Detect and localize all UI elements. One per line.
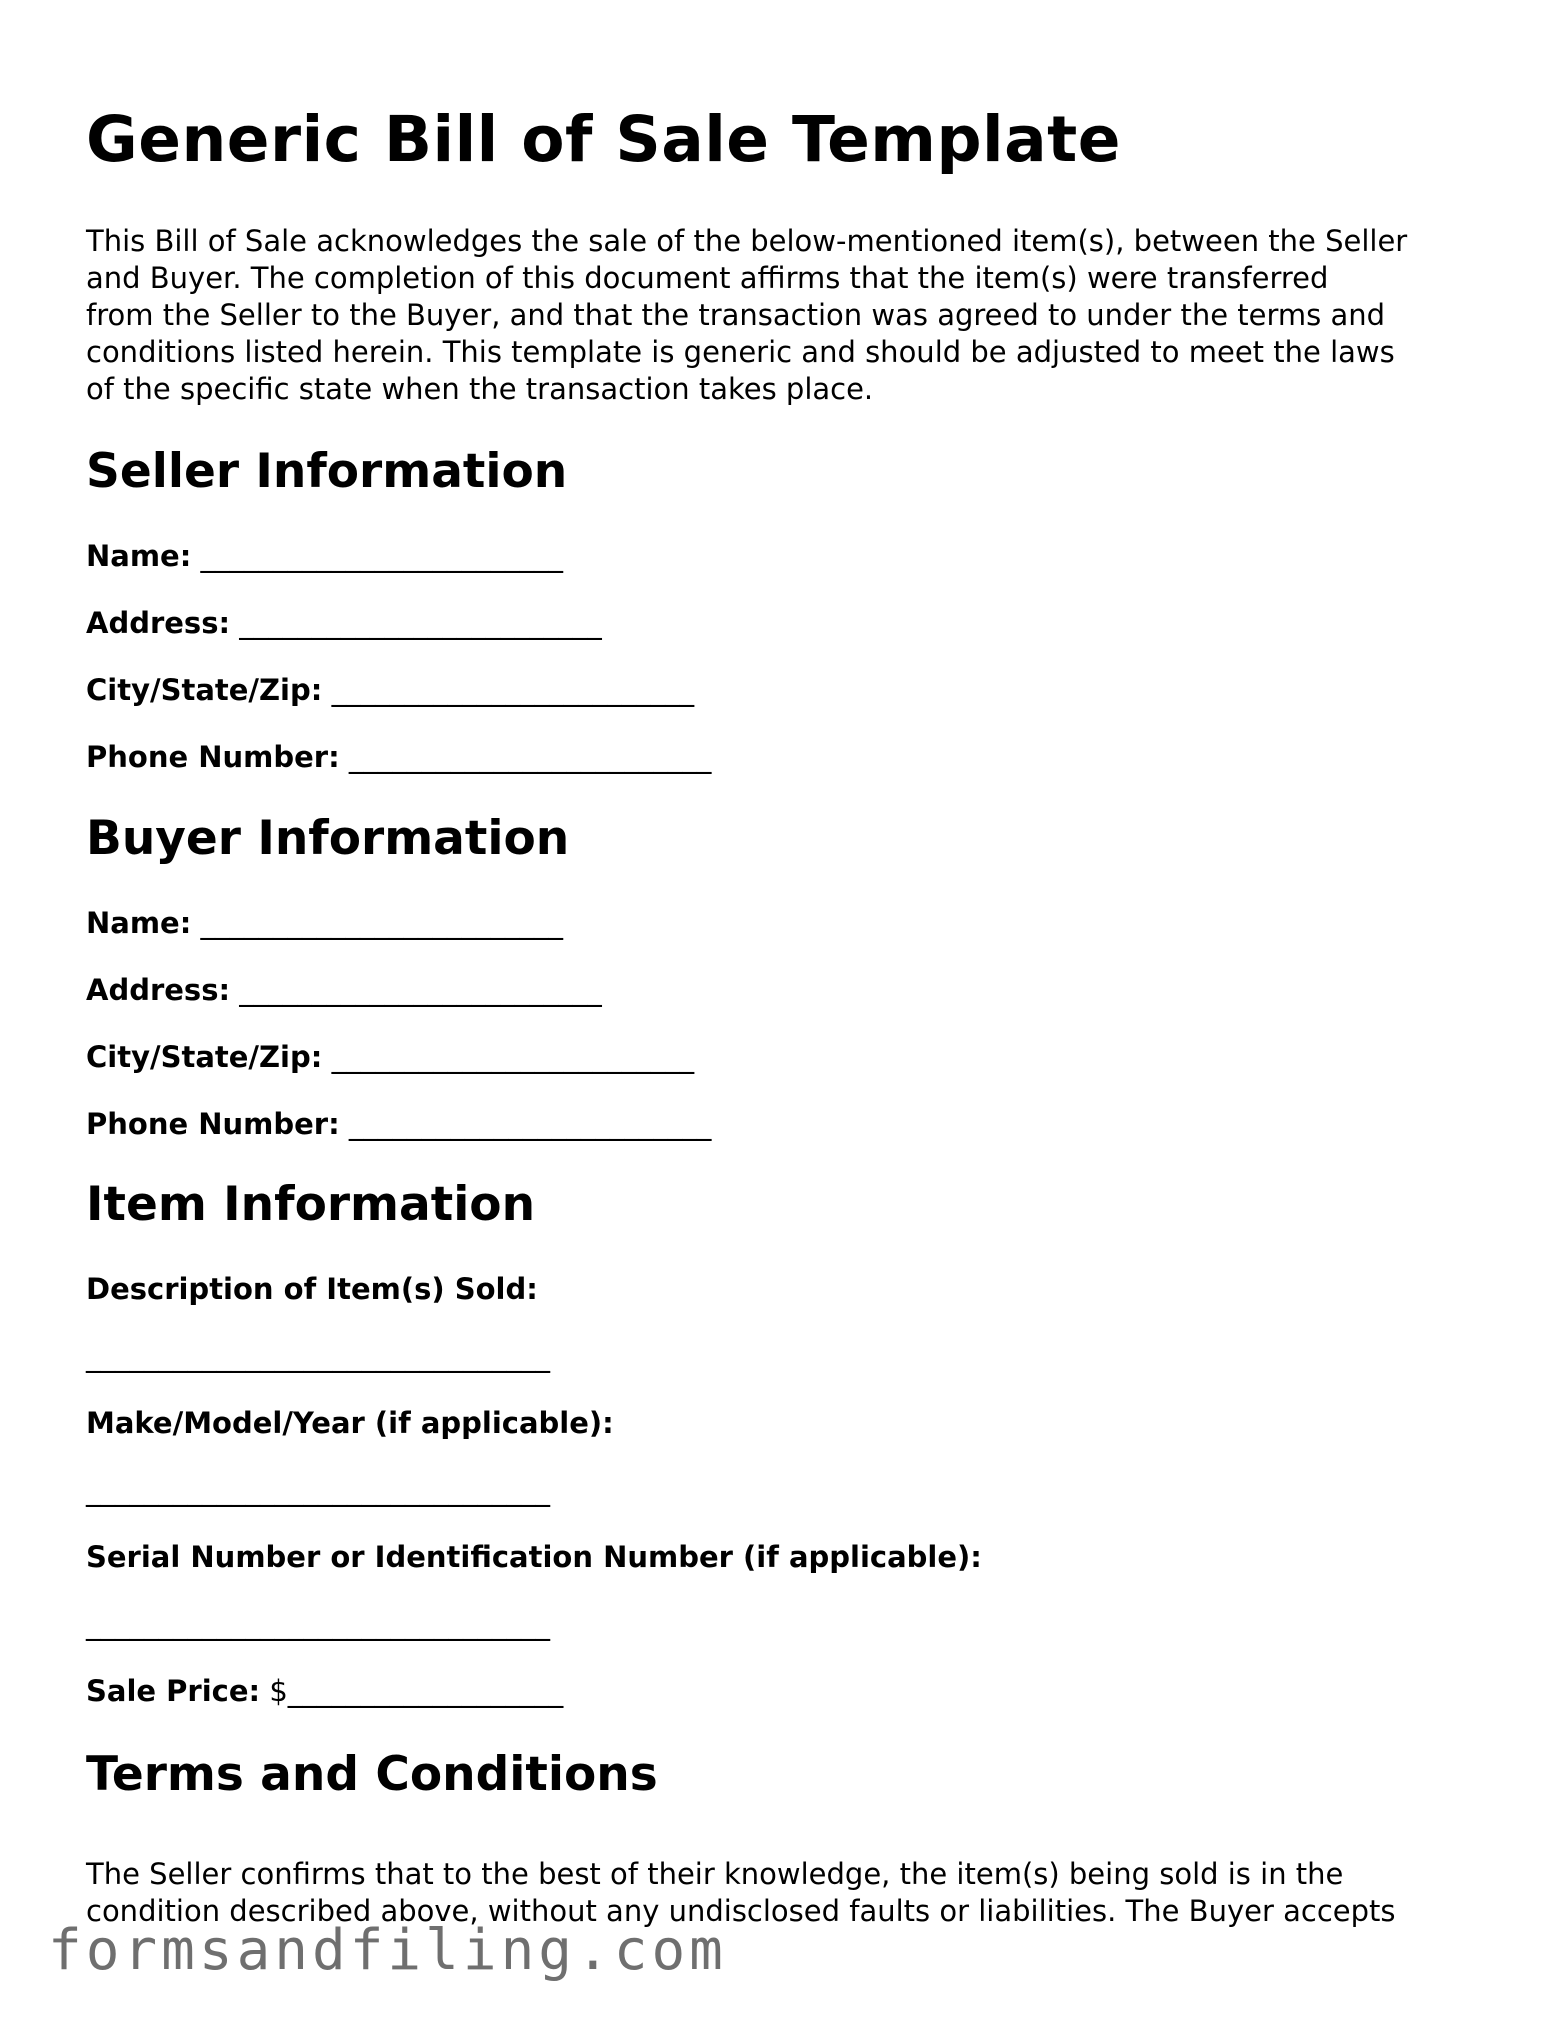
- intro-line: of the specific state when the transaction takes place.: [86, 372, 874, 406]
- buyer-phone-field: [86, 1107, 712, 1141]
- item-description-blank[interactable]: ________________________________: [86, 1339, 550, 1373]
- seller-phone-label: Phone Number:: [86, 740, 340, 774]
- buyer-address-label: Address:: [86, 973, 231, 1007]
- terms-line: The Seller confirms that to the best of their knowledge, the item(s) being sold is in the: [86, 1857, 1344, 1891]
- buyer-name-label: Name:: [86, 906, 192, 940]
- seller-address-label: Address:: [86, 606, 231, 640]
- buyer-phone-blank[interactable]: _________________________: [348, 1107, 712, 1141]
- terms-heading: Terms and Conditions: [86, 1747, 658, 1802]
- seller-city-blank[interactable]: _________________________: [331, 673, 695, 707]
- intro-line: This Bill of Sale acknowledges the sale of the below-mentioned item(s), between the Seller: [86, 224, 1408, 258]
- intro-line: from the Seller to the Buyer, and that the transaction was agreed to under the terms and: [86, 298, 1386, 332]
- terms-line: condition described above, without any undisclosed faults or liabilities. The Buyer accepts: [86, 1894, 1396, 1928]
- sale-price-field: [86, 1674, 564, 1708]
- buyer-name-field: [86, 906, 564, 940]
- seller-city-label: City/State/Zip:: [86, 673, 323, 707]
- seller-address-blank[interactable]: _________________________: [239, 606, 602, 640]
- buyer-city-blank[interactable]: _________________________: [331, 1040, 695, 1074]
- buyer-phone-label: Phone Number:: [86, 1107, 340, 1141]
- watermark: formsandfiling.com: [48, 1918, 727, 1983]
- seller-name-blank[interactable]: _________________________: [200, 539, 564, 573]
- item-serial-label: Serial Number or Identification Number (if applicable):: [86, 1540, 982, 1574]
- buyer-address-blank[interactable]: _________________________: [239, 973, 602, 1007]
- item-serial-blank-row: [86, 1607, 550, 1641]
- buyer-address-field: [86, 973, 602, 1007]
- intro-paragraph: [86, 223, 1486, 408]
- item-description-blank-row: [86, 1339, 550, 1373]
- buyer-name-blank[interactable]: _________________________: [200, 906, 564, 940]
- buyer-heading: Buyer Information: [86, 811, 570, 866]
- page-title: Generic Bill of Sale Template: [86, 103, 1121, 176]
- item-heading: Item Information: [86, 1177, 536, 1232]
- item-description-label: Description of Item(s) Sold:: [86, 1272, 538, 1306]
- buyer-city-label: City/State/Zip:: [86, 1040, 323, 1074]
- buyer-city-field: [86, 1040, 695, 1074]
- item-description-label-row: [86, 1272, 538, 1306]
- item-make-label: Make/Model/Year (if applicable):: [86, 1406, 614, 1440]
- seller-phone-blank[interactable]: _________________________: [348, 740, 712, 774]
- item-make-label-row: [86, 1406, 614, 1440]
- item-make-blank[interactable]: ________________________________: [86, 1473, 550, 1507]
- sale-price-label: Sale Price:: [86, 1674, 261, 1708]
- seller-phone-field: [86, 740, 712, 774]
- seller-name-field: [86, 539, 564, 573]
- seller-name-label: Name:: [86, 539, 192, 573]
- seller-heading: Seller Information: [86, 444, 568, 499]
- item-make-blank-row: [86, 1473, 550, 1507]
- intro-line: conditions listed herein. This template is generic and should be adjusted to meet the laws: [86, 335, 1395, 369]
- seller-address-field: [86, 606, 602, 640]
- intro-line: and Buyer. The completion of this document affirms that the item(s) were transferred: [86, 261, 1329, 295]
- item-serial-blank[interactable]: ________________________________: [86, 1607, 550, 1641]
- seller-city-field: [86, 673, 695, 707]
- item-serial-label-row: [86, 1540, 982, 1574]
- sale-price-prefix: $: [269, 1674, 288, 1708]
- sale-price-blank[interactable]: ___________________: [287, 1674, 564, 1708]
